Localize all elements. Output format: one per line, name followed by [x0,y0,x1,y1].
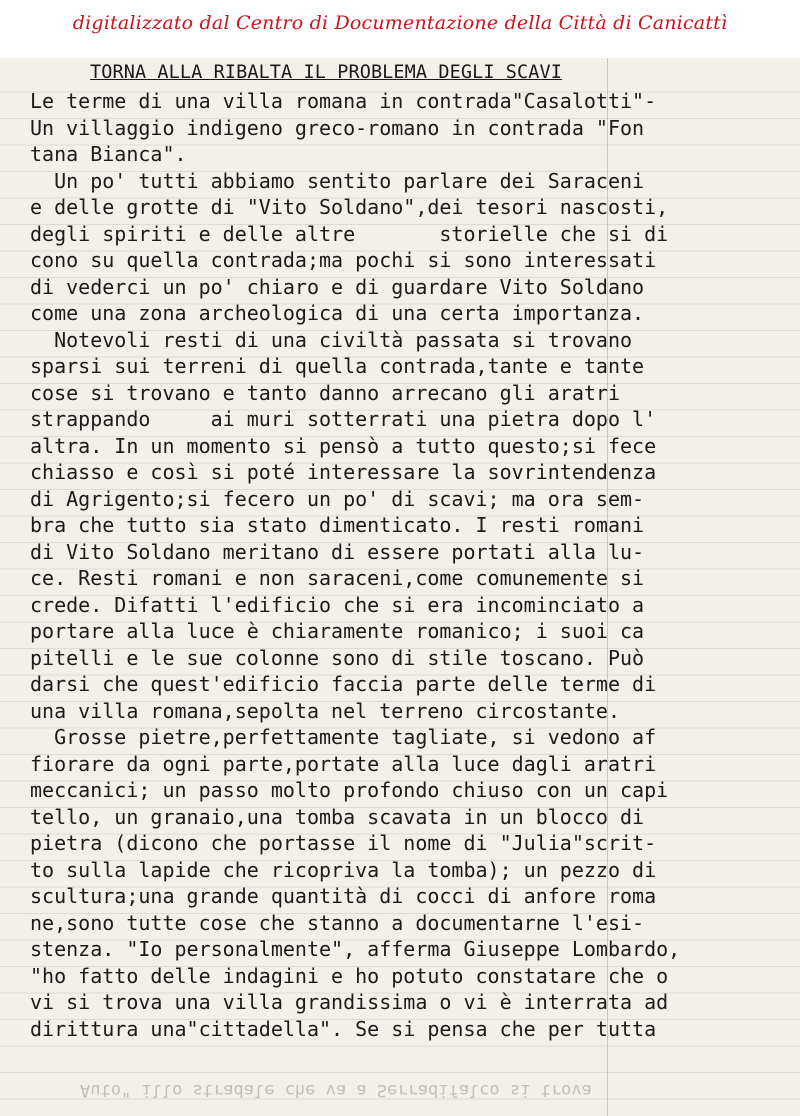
text-line: darsi che quest'edificio faccia parte delle terme di [30,672,657,696]
text-line: Un villaggio indigeno greco-romano in contrada "Fon [30,115,645,140]
text-line: pietra (dicono che portasse il nome di "Julia"scrit- [30,831,657,855]
text-line: crede. Difatti l'edificio che si era incominciato a [30,592,645,617]
bleed-through-text: Auto" illo stradale che va a Serradifalco si trova [80,1080,592,1100]
text-line: stenza. "Io personalmente", afferma Giuseppe Lombardo, [30,937,681,961]
text-line: strappando ai muri sotterrati una pietra dopo l' [30,407,657,431]
text-line: di Vito Soldano meritano di essere portati alla lu- [30,539,645,564]
text-line: e delle grotte di "Vito Soldano",dei tesori nascosti, [30,195,669,219]
text-line: ce. Resti romani e non saraceni,come comunemente si [30,566,645,590]
text-line: cono su quella contrada;ma pochi si sono interessati [30,248,657,272]
text-line: pitelli e le sue colonne sono di stile toscano. Può [30,645,645,670]
text-line: dirittura una"cittadella". Se si pensa che per tutta [30,1016,657,1041]
text-line: tello, un granaio,una tomba scavata in un blocco di [30,804,645,829]
text-line: vi si trova una villa grandissima o vi è interrata ad [30,990,669,1014]
text-line: Grosse pietre,perfettamente tagliate, si vedono af [30,725,657,749]
text-line: to sulla lapide che ricopriva la tomba); un pezzo di [30,857,657,882]
text-line: fiorare da ogni parte,portate alla luce dagli aratri [30,751,657,776]
text-line: bra che tutto sia stato dimenticato. I resti romani [30,513,645,537]
text-line: di vederci un po' chiaro e di guardare Vito Soldano [30,274,645,299]
text-line: ne,sono tutte cose che stanno a documentarne l'esi- [30,910,645,935]
text-line: tana Bianca". [30,142,187,166]
article-body [30,88,800,1042]
text-line: Un po' tutti abbiamo sentito parlare dei Saraceni [30,168,645,193]
text-line: meccanici; un passo molto profondo chiuso con un capi [30,778,669,802]
text-line: chiasso e così si poté interessare la sovrintendenza [30,460,657,484]
text-line: cose si trovano e tanto danno arrecano gli aratri [30,380,621,405]
header-band [0,0,800,58]
watermark: digitalizzato dal Centro di Documentazione della Città di Canicattì [72,12,728,34]
text-line: Le terme di una villa romana in contrada"Casalotti"- [30,89,657,113]
text-line: Notevoli resti di una civiltà passata si trovano [30,327,633,352]
text-line: altra. In un momento si pensò a tutto questo;si fece [30,433,657,458]
text-line: di Agrigento;si fecero un po' di scavi; ma ora sem- [30,486,645,511]
article-title: TORNA ALLA RIBALTA IL PROBLEMA DEGLI SCAVI [90,62,562,83]
text-line: come una zona archeologica di una certa importanza. [30,301,645,325]
text-line: scultura;una grande quantità di cocci di anfore roma [30,884,657,908]
text-line: sparsi sui terreni di quella contrada,tante e tante [30,354,645,378]
text-line: "ho fatto delle indagini e ho potuto constatare che o [30,963,669,988]
text-line: degli spiriti e delle altre storielle che si di [30,221,669,246]
text-line: portare alla luce è chiaramente romanico; i suoi ca [30,619,645,643]
text-line: una villa romana,sepolta nel terreno circostante. [30,698,621,723]
